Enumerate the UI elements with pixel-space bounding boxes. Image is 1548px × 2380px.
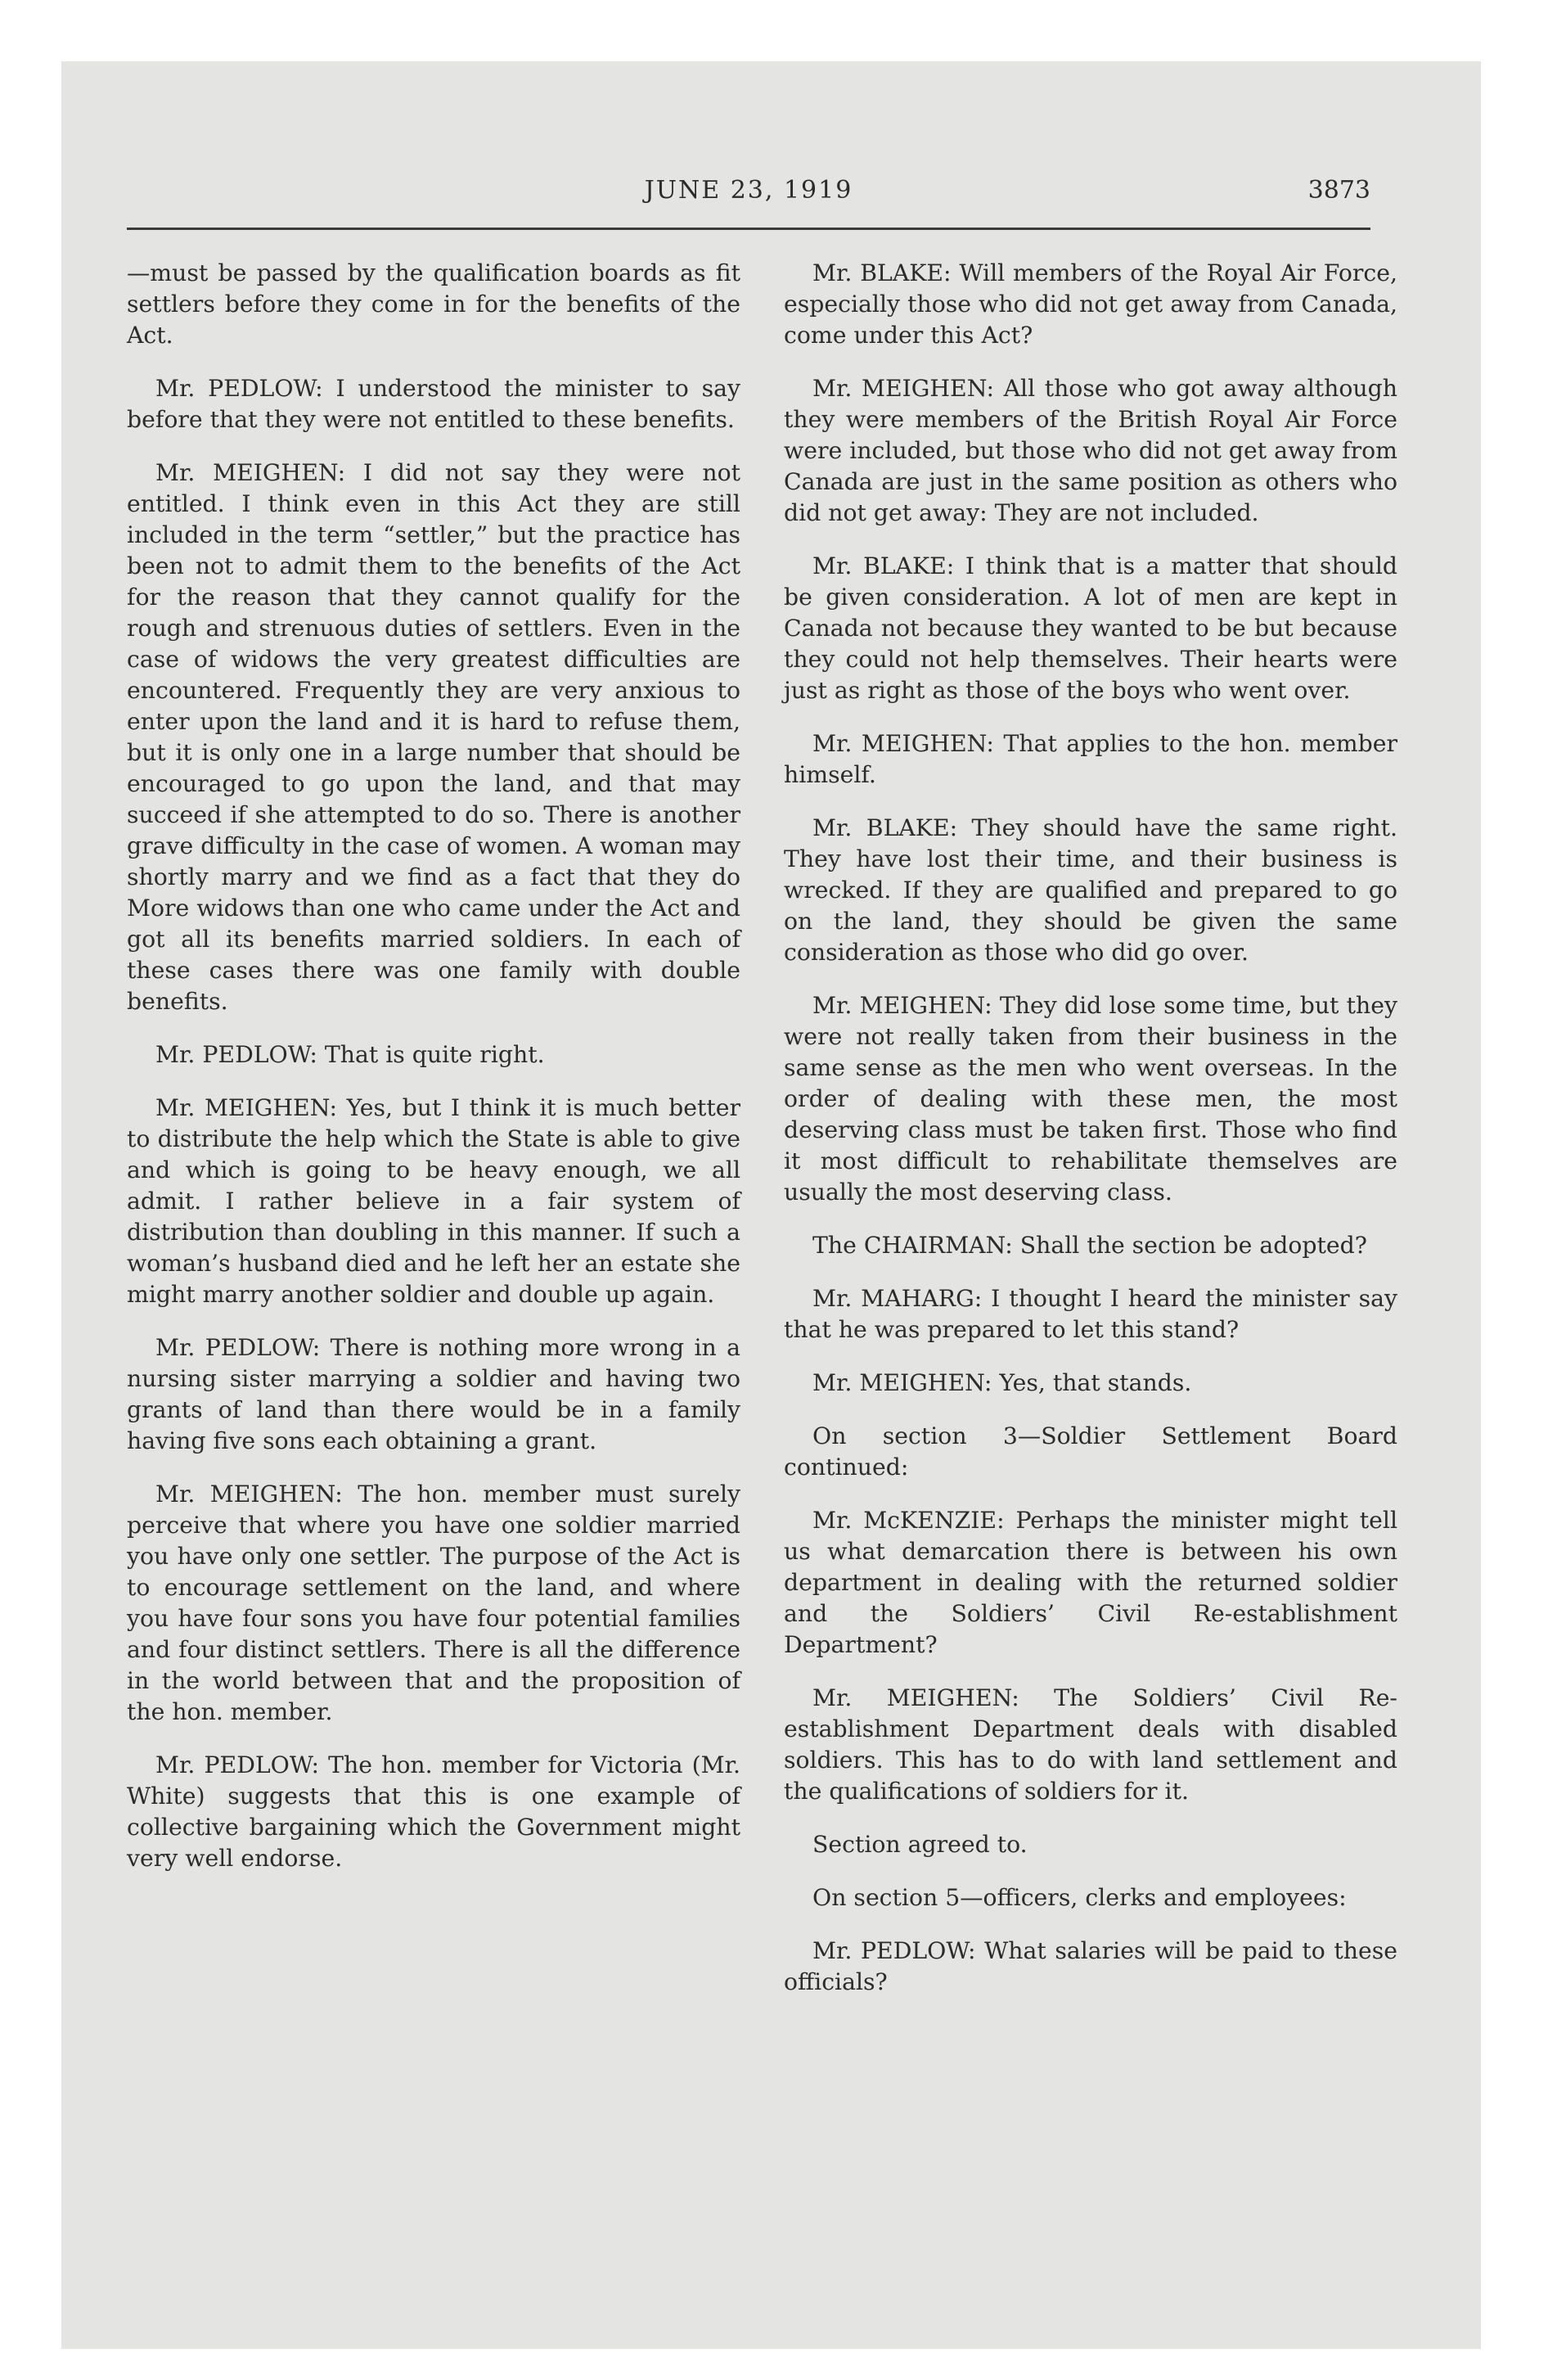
page-number: 3873 <box>1307 176 1370 205</box>
paragraph: On section 3—Soldier Settlement Board continued: <box>784 1422 1397 1481</box>
paragraph: Mr. MEIGHEN: The Soldiers’ Civil Re-establishment Department deals with disabled soldiers. This has to do with land settlement and the qualifications of soldiers for it. <box>784 1684 1397 1805</box>
left-column <box>127 258 740 1896</box>
paragraph: On section 5—officers, clerks and employees: <box>812 1884 1347 1911</box>
paragraph: Mr. PEDLOW: That is quite right. <box>155 1041 545 1068</box>
paragraph: Mr. PEDLOW: What salaries will be paid to these officials? <box>784 1937 1397 1995</box>
paragraph: Mr. MAHARG: I thought I heard the minister say that he was prepared to let this stand? <box>784 1285 1397 1343</box>
paragraph: Mr. MEIGHEN: Yes, but I think it is much better to distribute the help which the State is able to give and which is going to be heavy enough, we all admit. I rather believe in a fair system of distribution than doubling in this manner. If such a woman’s husband died and he left her an estate she might marry another soldier and double up again. <box>127 1094 740 1308</box>
paragraph: Section agreed to. <box>812 1831 1028 1858</box>
paragraph: Mr. BLAKE: They should have the same right. They have lost their time, and their business is wrecked. If they are qualified and prepared to go on the land, they should be given the same consideration as those who did go over. <box>784 814 1397 966</box>
paragraph: Mr. MEIGHEN: I did not say they were not entitled. I think even in this Act they are still included in the term “settler,” but the practice has been not to admit them to the benefits of the Act for the reason that they cannot qualify for the rough and strenuous duties of settlers. Even in the case of widows the very greatest difficulties are encountered. Frequently they are very anxious to enter upon the land and it is hard to refuse them, but it is only one in a large number that should be encouraged to go upon the land, and that may succeed if she attempted to do so. There is another grave difficulty in the case of women. A woman may shortly marry and we find as a fact that they do More widows than one who came under the Act and got all its benefits married soldiers. In each of these cases there was one family with double benefits. <box>127 459 740 1015</box>
paragraph: Mr. MEIGHEN: Yes, that stands. <box>812 1369 1192 1396</box>
paragraph: Mr. MEIGHEN: That applies to the hon. member himself. <box>784 730 1397 788</box>
header-date: JUNE 23, 1919 <box>644 176 853 205</box>
paragraph: Mr. MEIGHEN: All those who got away although they were members of the British Royal Air Force were included, but those who did not get away from Canada are just in the same position as others who did not get away: They are not included. <box>784 375 1397 526</box>
header-rule <box>127 228 1370 230</box>
paragraph: Mr. MEIGHEN: They did lose some time, but they were not really taken from their business in the same sense as the men who went overseas. In the order of dealing with these men, the most deserving class must be taken first. Those who find it most difficult to rehabilitate themselves are usually the most deserving class. <box>784 992 1397 1206</box>
paragraph: Mr. MEIGHEN: The hon. member must surely perceive that where you have one soldier married you have only one settler. The purpose of the Act is to encourage settlement on the land, and where you have four sons you have four potential families and four distinct settlers. There is all the difference in the world between that and the proposition of the hon. member. <box>127 1481 740 1725</box>
page-header <box>127 176 1370 217</box>
paragraph: Mr. McKENZIE: Perhaps the minister might tell us what demarcation there is between his own department in dealing with the returned soldier and the Soldiers’ Civil Re-establishment Department? <box>784 1507 1397 1658</box>
paragraph: Mr. BLAKE: Will members of the Royal Air Force, especially those who did not get away from Canada, come under this Act? <box>784 259 1397 349</box>
paragraph: Mr. PEDLOW: I understood the minister to say before that they were not entitled to these benefits. <box>127 375 740 433</box>
right-column <box>784 258 1397 2020</box>
paragraph: Mr. PEDLOW: The hon. member for Victoria (Mr. White) suggests that this is one example of collective bargaining which the Government might very well endorse. <box>127 1751 740 1872</box>
paragraph: Mr. BLAKE: I think that is a matter that should be given consideration. A lot of men are kept in Canada not because they wanted to be but because they could not help themselves. Their hearts were just as right as those of the boys who went over. <box>784 552 1397 704</box>
paragraph: The CHAIRMAN: Shall the section be adopted? <box>812 1232 1367 1259</box>
paragraph: Mr. PEDLOW: There is nothing more wrong in a nursing sister marrying a soldier and having two grants of land than there would be in a family having five sons each obtaining a grant. <box>127 1334 740 1454</box>
paragraph: —must be passed by the qualification boards as fit settlers before they come in for the benefits of the Act. <box>127 259 740 349</box>
